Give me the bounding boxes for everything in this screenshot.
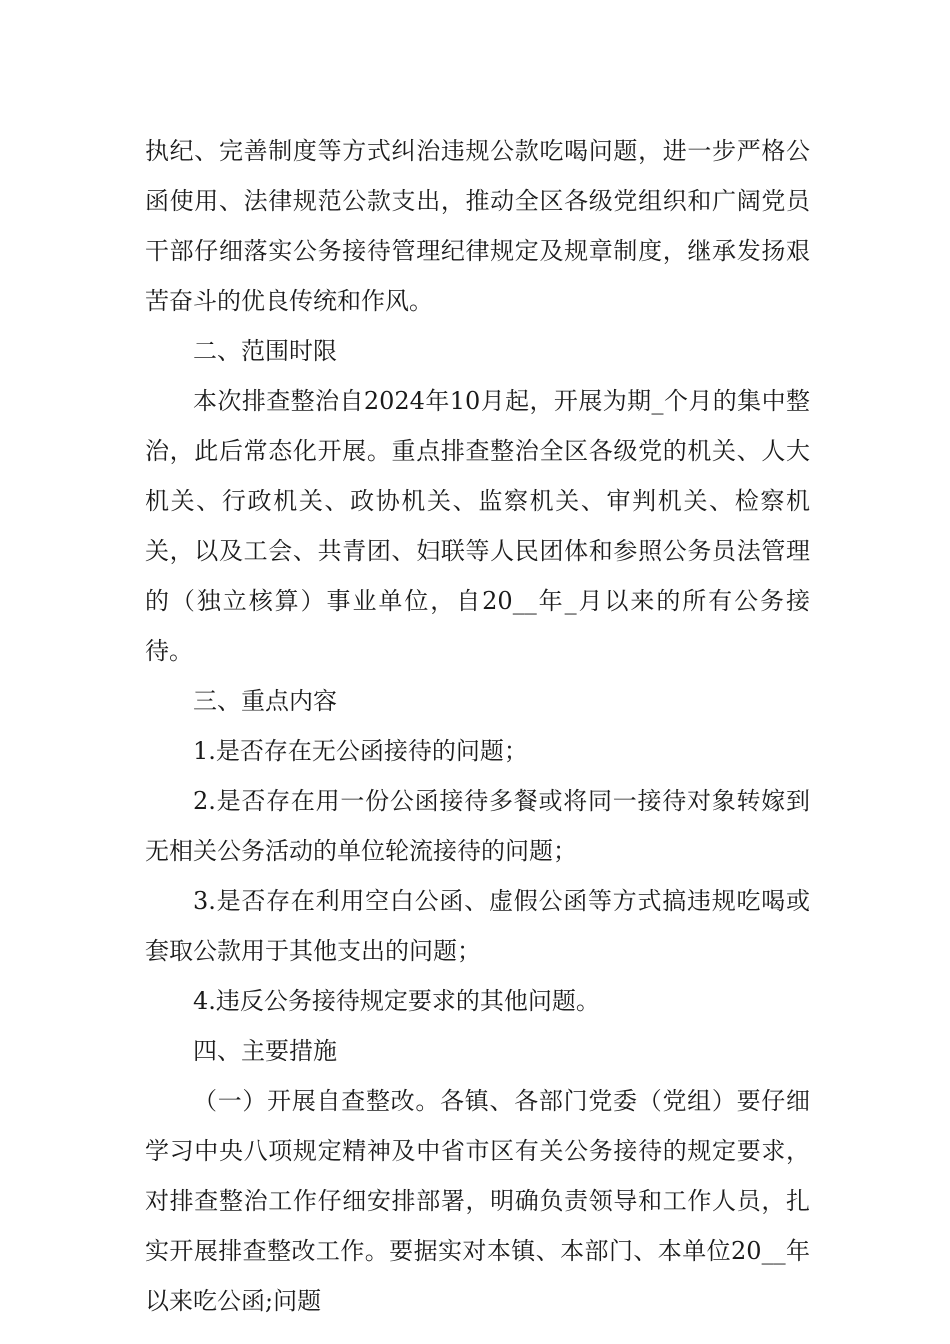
section-heading-scope: 二、范围时限 bbox=[193, 337, 337, 365]
paragraph-intro: 执纪、完善制度等方式纠治违规公款吃喝问题，进一步严格公函使用、法律规范公款支出，推动全区各级党组织和广阔党员干部仔细落实公务接待管理纪律规定及规章制度，继承发扬艰苦奋斗的优良传统和作风。 bbox=[145, 137, 810, 315]
list-item-3: 3.是否存在利用空白公函、虚假公函等方式搞违规吃喝或套取公款用于其他支出的问题； bbox=[145, 887, 810, 965]
paragraph-scope: 本次排查整治自2024年10月起，开展为期_个月的集中整治，此后常态化开展。重点排查整治全区各级党的机关、人大机关、行政机关、政协机关、监察机关、审判机关、检察机关，以及工会、共青团、妇联等人民团体和参照公务员法管理的（独立核算）事业单位，自20__年_月以来的所有公务接待。 bbox=[145, 387, 810, 665]
section-heading-measures: 四、主要措施 bbox=[193, 1037, 337, 1065]
list-item-1: 1.是否存在无公函接待的问题； bbox=[193, 737, 528, 765]
list-item-2: 2.是否存在用一份公函接待多餐或将同一接待对象转嫁到无相关公务活动的单位轮流接待的问题； bbox=[145, 787, 810, 865]
section-heading-key-content: 三、重点内容 bbox=[193, 687, 337, 715]
document-body bbox=[145, 126, 810, 1326]
list-item-4: 4.违反公务接待规定要求的其他问题。 bbox=[193, 987, 600, 1015]
paragraph-self-check: （一）开展自查整改。各镇、各部门党委（党组）要仔细学习中央八项规定精神及中省市区有关公务接待的规定要求，对排查整治工作仔细安排部署，明确负责领导和工作人员，扎实开展排查整改工作。要据实对本镇、本部门、本单位20__年以来吃公函;问题 bbox=[145, 1087, 810, 1315]
